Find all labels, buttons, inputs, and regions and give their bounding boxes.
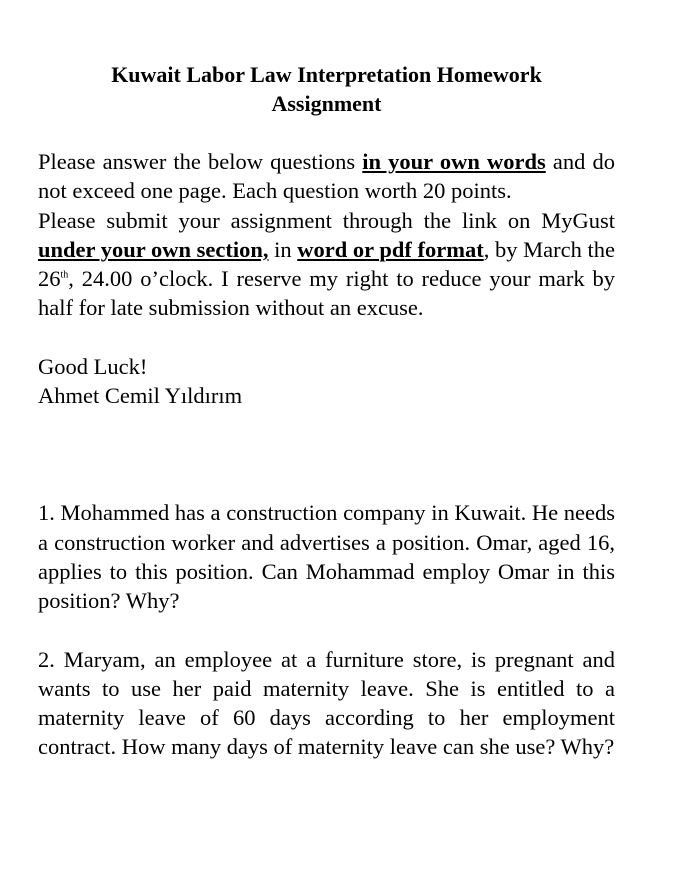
emphasis-own-words: in your own words bbox=[362, 149, 546, 174]
instructions-p2-text-end: , 24.00 o’clock. I reserve my right to reduce your mark by half for late submission without an excuse. bbox=[38, 266, 615, 321]
emphasis-own-section: under your own section, bbox=[38, 236, 269, 262]
instructions-paragraph-2 bbox=[38, 206, 615, 323]
signoff-greeting: Good Luck! bbox=[38, 353, 148, 379]
title-line-2: Assignment bbox=[271, 91, 382, 116]
instructions-p2-in: in bbox=[268, 236, 298, 262]
signoff-author: Ahmet Cemil Yıldırım bbox=[38, 383, 243, 409]
instructions-p2-deadline: , by March the 26 bbox=[38, 236, 615, 292]
instructions-p2-text: Please submit your assignment through the link on MyGust bbox=[38, 207, 615, 233]
question-1: 1. Mohammed has a construction company in Kuwait. He needs a construction worker and advertises a position. Omar, aged 16, applies to this position. Can Mohammad employ Omar in this position? Why? bbox=[38, 500, 615, 614]
question-2: 2. Maryam, an employee at a furniture store, is pregnant and wants to use her paid maternity leave. She is entitled to a maternity leave of 60 days according to her employment contract. How many days of maternity leave can she use? Why? bbox=[38, 646, 615, 760]
instructions-p1-text-end: and do not exceed one page. Each question worth 20 points. bbox=[38, 149, 615, 204]
title-line-1: Kuwait Labor Law Interpretation Homework bbox=[111, 62, 542, 87]
page-title bbox=[38, 60, 615, 118]
signoff bbox=[38, 352, 615, 411]
instructions-paragraph-1 bbox=[38, 147, 615, 206]
instructions-p1-text: Please answer the below questions bbox=[38, 149, 363, 174]
emphasis-file-format: word or pdf format bbox=[297, 236, 484, 262]
document-page bbox=[38, 60, 615, 762]
ordinal-suffix: th bbox=[60, 269, 69, 281]
